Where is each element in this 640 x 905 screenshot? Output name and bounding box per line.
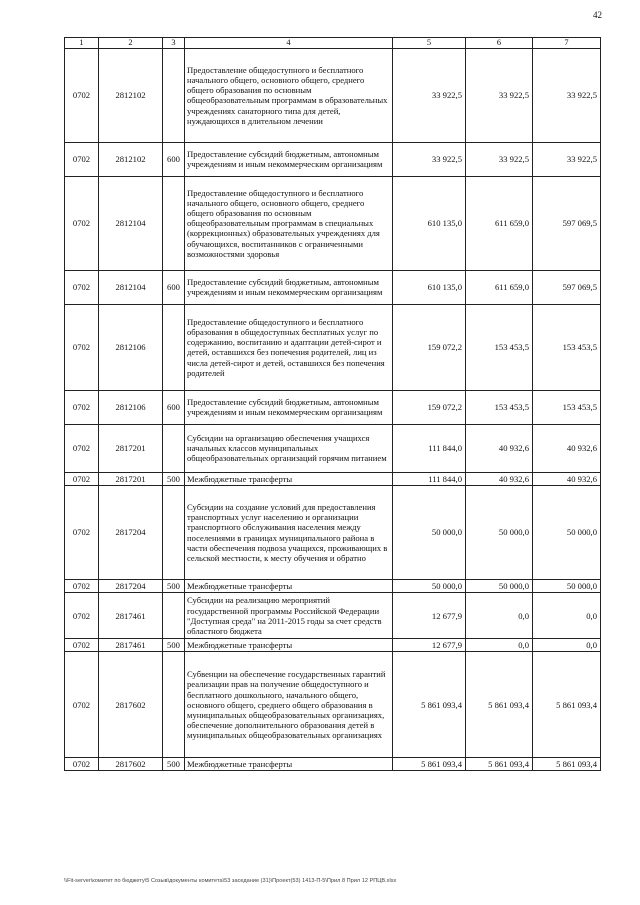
description: Субсидии на реализацию мероприятий государственной программы Российской Федерации "Доступная среда" на 2011-2015 годы за счет средств областного бюджета bbox=[185, 593, 393, 639]
value-col7: 33 922,5 bbox=[533, 142, 601, 176]
value-col5: 12 677,9 bbox=[393, 639, 466, 652]
value-col5: 33 922,5 bbox=[393, 142, 466, 176]
target-code: 2817201 bbox=[99, 424, 163, 472]
value-col5: 50 000,0 bbox=[393, 486, 466, 580]
target-code: 2817204 bbox=[99, 580, 163, 593]
table-row bbox=[65, 270, 601, 304]
col-header-6: 6 bbox=[466, 38, 533, 49]
table-row bbox=[65, 652, 601, 758]
expense-type: 500 bbox=[163, 758, 185, 771]
value-col7: 597 069,5 bbox=[533, 176, 601, 270]
expense-type: 600 bbox=[163, 142, 185, 176]
description: Предоставление общедоступного и бесплатного образования в общедоступных бесплатных услуг по содержанию, воспитанию и адаптации детей-сирот и детей, оставшихся без попечения родителей, лиц из числа детей-сирот и детей, оставшихся без попечения родителей bbox=[185, 304, 393, 390]
value-col5: 610 135,0 bbox=[393, 176, 466, 270]
value-col6: 5 861 093,4 bbox=[466, 652, 533, 758]
table-row bbox=[65, 486, 601, 580]
value-col7: 0,0 bbox=[533, 639, 601, 652]
value-col7: 50 000,0 bbox=[533, 486, 601, 580]
table-row bbox=[65, 758, 601, 771]
header-row bbox=[65, 38, 601, 49]
table-row bbox=[65, 48, 601, 142]
table-row bbox=[65, 142, 601, 176]
expense-type bbox=[163, 593, 185, 639]
description: Межбюджетные трансферты bbox=[185, 639, 393, 652]
value-col5: 12 677,9 bbox=[393, 593, 466, 639]
value-col6: 40 932,6 bbox=[466, 472, 533, 485]
description: Предоставление общедоступного и бесплатного начального общего, основного общего, среднего общего образования по основным общеобразовательным программам в образовательных учреждениях санаторного типа для детей, нуждающихся в длительном лечении bbox=[185, 48, 393, 142]
value-col6: 153 453,5 bbox=[466, 304, 533, 390]
file-path-footer: \\Fit-server\комитет по бюджету\5 Созыв\документы комитета\53 заседание (31)\Проект(53) 1413-П-5\Прил 8 Прил 12 РПЦВ.xlsx bbox=[64, 878, 397, 884]
col-header-4: 4 bbox=[185, 38, 393, 49]
section-code: 0702 bbox=[65, 304, 99, 390]
col-header-7: 7 bbox=[533, 38, 601, 49]
page-number: 42 bbox=[593, 10, 602, 20]
target-code: 2812104 bbox=[99, 270, 163, 304]
value-col5: 5 861 093,4 bbox=[393, 758, 466, 771]
section-code: 0702 bbox=[65, 48, 99, 142]
table-row bbox=[65, 593, 601, 639]
value-col7: 40 932,6 bbox=[533, 424, 601, 472]
value-col7: 0,0 bbox=[533, 593, 601, 639]
value-col6: 40 932,6 bbox=[466, 424, 533, 472]
expense-type bbox=[163, 304, 185, 390]
value-col6: 33 922,5 bbox=[466, 142, 533, 176]
value-col5: 50 000,0 bbox=[393, 580, 466, 593]
expense-type: 500 bbox=[163, 472, 185, 485]
value-col6: 611 659,0 bbox=[466, 270, 533, 304]
description: Предоставление субсидий бюджетным, автономным учреждениям и иным некоммерческим организациям bbox=[185, 390, 393, 424]
expense-type bbox=[163, 48, 185, 142]
table-row bbox=[65, 390, 601, 424]
value-col7: 5 861 093,4 bbox=[533, 652, 601, 758]
value-col5: 111 844,0 bbox=[393, 424, 466, 472]
value-col5: 111 844,0 bbox=[393, 472, 466, 485]
description: Субвенции на обеспечение государственных гарантий реализации прав на получение общедоступного и бесплатного дошкольного, начального общего, основного общего, среднего общего образования в муниципальных общеобразовательных организациях, обеспечение дополнительного образования детей в муниципальных общеобразовательных организациях bbox=[185, 652, 393, 758]
expense-type bbox=[163, 176, 185, 270]
target-code: 2812106 bbox=[99, 304, 163, 390]
target-code: 2812104 bbox=[99, 176, 163, 270]
description: Предоставление субсидий бюджетным, автономным учреждениям и иным некоммерческим организациям bbox=[185, 142, 393, 176]
section-code: 0702 bbox=[65, 176, 99, 270]
description: Межбюджетные трансферты bbox=[185, 580, 393, 593]
section-code: 0702 bbox=[65, 390, 99, 424]
value-col7: 33 922,5 bbox=[533, 48, 601, 142]
section-code: 0702 bbox=[65, 142, 99, 176]
target-code: 2817602 bbox=[99, 758, 163, 771]
col-header-3: 3 bbox=[163, 38, 185, 49]
expense-type bbox=[163, 652, 185, 758]
value-col7: 5 861 093,4 bbox=[533, 758, 601, 771]
section-code: 0702 bbox=[65, 758, 99, 771]
value-col7: 153 453,5 bbox=[533, 304, 601, 390]
budget-table bbox=[64, 37, 601, 771]
target-code: 2812106 bbox=[99, 390, 163, 424]
description: Межбюджетные трансферты bbox=[185, 758, 393, 771]
target-code: 2812102 bbox=[99, 48, 163, 142]
expense-type bbox=[163, 424, 185, 472]
expense-type: 500 bbox=[163, 580, 185, 593]
value-col6: 33 922,5 bbox=[466, 48, 533, 142]
section-code: 0702 bbox=[65, 486, 99, 580]
value-col6: 0,0 bbox=[466, 639, 533, 652]
value-col5: 33 922,5 bbox=[393, 48, 466, 142]
value-col6: 153 453,5 bbox=[466, 390, 533, 424]
expense-type: 600 bbox=[163, 390, 185, 424]
description: Межбюджетные трансферты bbox=[185, 472, 393, 485]
target-code: 2817602 bbox=[99, 652, 163, 758]
table-row bbox=[65, 424, 601, 472]
section-code: 0702 bbox=[65, 424, 99, 472]
table-row bbox=[65, 580, 601, 593]
value-col7: 50 000,0 bbox=[533, 580, 601, 593]
description: Предоставление общедоступного и бесплатного начального общего, основного общего, среднего общего образования по основным общеобразовательным программам в специальных (коррекционных) образовательных учреждениях для обучающихся, воспитанников с ограниченными возможностями здоровья bbox=[185, 176, 393, 270]
value-col6: 50 000,0 bbox=[466, 486, 533, 580]
value-col6: 5 861 093,4 bbox=[466, 758, 533, 771]
value-col7: 153 453,5 bbox=[533, 390, 601, 424]
target-code: 2812102 bbox=[99, 142, 163, 176]
value-col5: 610 135,0 bbox=[393, 270, 466, 304]
section-code: 0702 bbox=[65, 472, 99, 485]
value-col5: 159 072,2 bbox=[393, 304, 466, 390]
section-code: 0702 bbox=[65, 652, 99, 758]
col-header-2: 2 bbox=[99, 38, 163, 49]
value-col7: 40 932,6 bbox=[533, 472, 601, 485]
description: Субсидии на создание условий для предоставления транспортных услуг населению и организации транспортного обслуживания населения между поселениями в границах муниципального района в части обеспечения подвоза учащихся, проживающих в сельской местности, к месту обучения и обратно bbox=[185, 486, 393, 580]
expense-type: 600 bbox=[163, 270, 185, 304]
value-col5: 159 072,2 bbox=[393, 390, 466, 424]
table-row bbox=[65, 639, 601, 652]
value-col6: 0,0 bbox=[466, 593, 533, 639]
target-code: 2817461 bbox=[99, 639, 163, 652]
section-code: 0702 bbox=[65, 593, 99, 639]
table-row bbox=[65, 176, 601, 270]
value-col6: 611 659,0 bbox=[466, 176, 533, 270]
table-row bbox=[65, 472, 601, 485]
expense-type: 500 bbox=[163, 639, 185, 652]
section-code: 0702 bbox=[65, 639, 99, 652]
col-header-5: 5 bbox=[393, 38, 466, 49]
table-row bbox=[65, 304, 601, 390]
description: Субсидии на организацию обеспечения учащихся начальных классов муниципальных общеобразовательных организаций горячим питанием bbox=[185, 424, 393, 472]
section-code: 0702 bbox=[65, 580, 99, 593]
target-code: 2817204 bbox=[99, 486, 163, 580]
expense-type bbox=[163, 486, 185, 580]
value-col6: 50 000,0 bbox=[466, 580, 533, 593]
value-col7: 597 069,5 bbox=[533, 270, 601, 304]
section-code: 0702 bbox=[65, 270, 99, 304]
description: Предоставление субсидий бюджетным, автономным учреждениям и иным некоммерческим организациям bbox=[185, 270, 393, 304]
target-code: 2817461 bbox=[99, 593, 163, 639]
target-code: 2817201 bbox=[99, 472, 163, 485]
col-header-1: 1 bbox=[65, 38, 99, 49]
value-col5: 5 861 093,4 bbox=[393, 652, 466, 758]
